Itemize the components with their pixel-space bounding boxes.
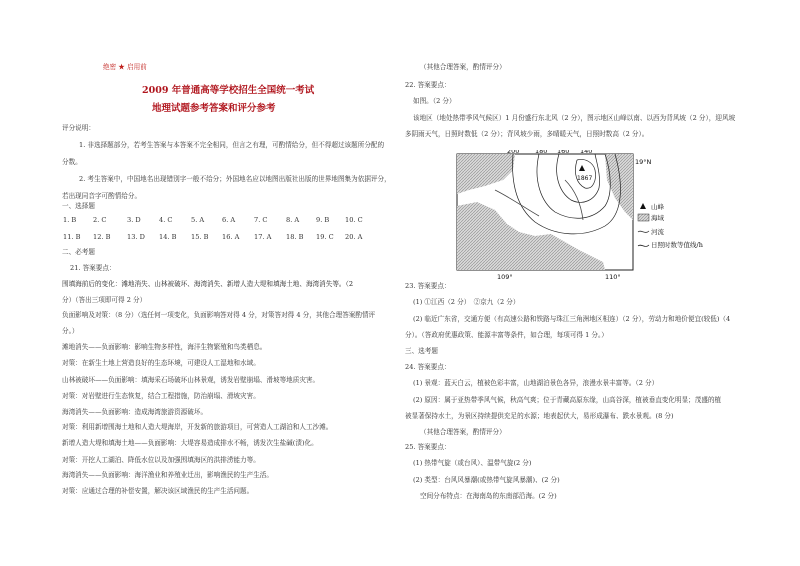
- other-answers-note: （其他合理答案，酌情评分）: [420, 63, 506, 71]
- mc-answer: 14. B: [159, 233, 177, 241]
- q22-figure-note: 如图。（2 分）: [413, 97, 456, 105]
- q21-item: 滩地消失——负面影响：影响生物多样性，海洋生物繁殖和鸟类栖息。: [62, 343, 267, 351]
- mc-answer: 7. C: [254, 216, 268, 224]
- q21-item: 山林被破坏——负面影响：填海采石场破坏山林景观，诱发岩壁崩塌、滑坡等地质灾害。: [62, 376, 320, 384]
- peak-elevation-label: 1867: [577, 175, 593, 182]
- q22-explanation-cont: 多阴雨天气，日照时数低（2 分）；背风坡少雨，多晴暖天气，日照时数高（2 分）。: [405, 130, 649, 138]
- sunshine-map: [455, 150, 717, 280]
- note-2: 2. 考生答案中，中国地名出现错别字一般不给分；外国地名应以地图出版社出版的世界地图集为依据评分，: [79, 175, 391, 183]
- mc-answer: 16. A: [222, 233, 240, 241]
- mc-answer: 2. C: [93, 216, 107, 224]
- q21-item: 对策：对岩壁进行生态恢复，结合工程措施，防治崩塌、滑坡灾害。: [62, 392, 260, 400]
- q21-item: 对策：在新生土地上营造良好的生态环境，可建设人工湿地和水域。: [62, 359, 260, 367]
- contour-label: 200: [507, 150, 520, 155]
- q21-item: 对策：应通过合理的补偿安置，解决该区域渔民的生产生活问题。: [62, 487, 254, 495]
- legend-sea-label: 海域: [651, 214, 664, 222]
- confidential-mark: 绝密 ★ 启用前: [103, 63, 147, 71]
- sunshine-map-figure: [455, 150, 717, 280]
- q24-answer-2-cont: 被显著保持水土，为景区持续提供充足的水源；地表起伏大，易形成瀑布、跌水景观。(8 分): [405, 412, 674, 420]
- legend-river-label: 河流: [651, 228, 664, 236]
- note-2-cont: 若出现同音字可酌情给分。: [62, 192, 142, 200]
- mc-answer: 17. A: [254, 233, 272, 241]
- note-1: 1. 非选择题部分，若考生答案与本答案不完全相同，但言之有理，可酌情给分，但不得超过该题所分配的: [79, 141, 385, 149]
- q24-answer-2: (2) 原因：属于亚热带季风气候，秋高气爽；位于青藏高原东缘，山高谷深，植被垂直变化明显；茂盛的植: [413, 396, 722, 404]
- mc-answer: 13. D: [127, 233, 145, 241]
- mc-answer: 5. A: [191, 216, 205, 224]
- q25-answer-3: 空间分布特点：在海南岛的东南部沿海。(2 分): [420, 492, 557, 500]
- q25-answer-2: (2) 类型：台风风暴潮(或热带气旋风暴潮)、(2 分): [413, 476, 560, 484]
- mc-answer: 18. B: [286, 233, 304, 241]
- mc-answer: 15. B: [191, 233, 209, 241]
- mc-answer: 1. B: [63, 216, 77, 224]
- mc-answer: 12. B: [93, 233, 111, 241]
- mc-answer: 20. A: [345, 233, 363, 241]
- note-1-cont: 分数。: [62, 158, 82, 166]
- legend-peak-icon: [640, 203, 646, 209]
- section-1-heading: 一、选择题: [62, 202, 95, 210]
- q21-item: 对策：开挖人工湖泊、降低水位以及加强围填海区的洪排涝能力等。: [62, 456, 260, 464]
- mc-answer: 8. A: [286, 216, 300, 224]
- legend-sea-icon: [638, 214, 649, 221]
- mc-answer: 19. C: [316, 233, 334, 241]
- legend-contour-icon: [638, 245, 649, 246]
- q25-heading: 25. 答案要点：: [405, 443, 451, 451]
- mc-answer: 10. C: [345, 216, 363, 224]
- scoring-heading: 评分说明：: [62, 124, 95, 132]
- q23-answer-2: (2) 临近广东省，交通方便（有高速公路和铁路与珠江三角洲地区相连）（2 分），劳动力和地价便宜(较低)（4: [413, 315, 731, 323]
- legend-contour-label: 日照时数等值线/h: [651, 241, 703, 249]
- mc-answer: 3. D: [127, 216, 141, 224]
- mc-answer: 4. C: [159, 216, 173, 224]
- longitude-label-left: 109°: [497, 273, 513, 280]
- q23-answer-1: (1) ①江西（2 分） ②京九（2 分）: [413, 298, 520, 306]
- q24-heading: 24. 答案要点：: [405, 363, 451, 371]
- mc-answer: 11. B: [63, 233, 81, 241]
- q24-other-note: （其他合理答案，酌情评分）: [420, 428, 506, 436]
- contour-label: 140: [580, 150, 593, 155]
- q21-changes-note: 分）（答出三项即可得 2 分）: [62, 296, 147, 304]
- q23-answer-2-cont: 分）。（答政府优惠政策、能源丰富等条件，如合理，每项可得 1 分。）: [405, 331, 608, 339]
- contour-label: 160: [557, 150, 570, 155]
- mc-answer: 6. A: [222, 216, 236, 224]
- q21-heading: 21. 答案要点：: [70, 264, 116, 272]
- section-3-heading: 三、选考题: [405, 347, 438, 355]
- q21-item: 对策：利用新增围海土地和人造大堤海岸，开发新的旅游项目，可营造人工湖泊和人工沙滩。: [62, 423, 333, 431]
- longitude-label-right: 110°: [605, 273, 621, 280]
- q21-impact-intro-cont: 分。）: [62, 327, 79, 335]
- q21-changes: 围填海前后的变化：滩地消失、山林被破坏、海湾消失、新增人造大堤和填海土地、海湾消失等。（2: [62, 280, 354, 288]
- q21-impact-intro: 负面影响及对策：（8 分）（选任何一项变化，负面影响答对得 4 分，对策答对得 4 分，其他合理答案酌情评: [62, 311, 376, 319]
- q21-item: 海湾消失——负面影响：造成海湾旅游资源破坏。: [62, 408, 208, 416]
- contour-label: 180: [535, 150, 548, 155]
- page-subtitle: 地理试题参考答案和评分参考: [152, 103, 276, 114]
- q22-heading: 22. 答案要点：: [405, 81, 451, 89]
- q24-answer-1: (1) 景观：蓝天白云，植被色彩丰富，山地湖泊景色各异，浪漫水景丰富等。（2 分）: [413, 379, 659, 387]
- mc-answer: 9. B: [316, 216, 330, 224]
- latitude-label: 19°N: [635, 158, 652, 166]
- section-2-heading: 二、必考题: [62, 248, 95, 256]
- q25-answer-1: (1) 热带气旋（或台风）、温带气旋(2 分): [413, 459, 532, 467]
- q23-heading: 23. 答案要点：: [405, 282, 451, 290]
- q22-explanation: 该地区（地处热带季风气候区）1 月份盛行东北风（2 分），图示地区山峰以南、以西为背风坡（2 分），迎风坡: [413, 114, 736, 122]
- page-title: 2009 年普通高等学校招生全国统一考试: [142, 85, 315, 96]
- legend-river-icon: [638, 231, 649, 232]
- q21-item: 新增人造大堤和填海土地——负面影响：大堤容易造成排水不畅，诱发次生盐碱(渍)化。: [62, 439, 318, 447]
- legend-peak-label: 山峰: [651, 203, 664, 211]
- q21-item: 海湾消失——负面影响：海洋渔业和养殖业迁出，影响渔民的生产生活。: [62, 471, 273, 479]
